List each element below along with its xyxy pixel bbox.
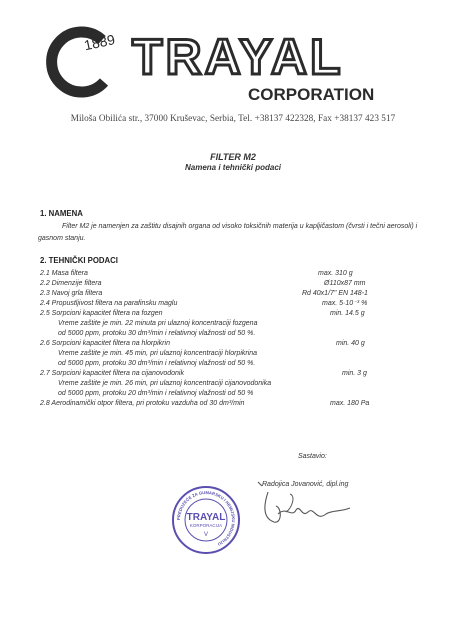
spec-value-2-8: max. 180 Pa: [330, 400, 370, 407]
spec-note-2-7-a: Vreme zaštite je min. 26 min, pri ulaznoj koncentraciji cijanovodonika: [58, 380, 272, 387]
spec-label-2-6: 2.6 Sorpcioni kapacitet filtera na hlorpikrin: [40, 340, 170, 347]
trayal-logo: [44, 18, 424, 104]
spec-label-2-5: 2.5 Sorpcioni kapacitet filtera na fozgen: [40, 310, 163, 317]
section1-heading: 1. NAMENA: [40, 209, 83, 218]
spec-label-2-2: 2.2 Dimenzije filtera: [40, 280, 102, 287]
spec-note-2-6-b: od 5000 ppm, protoku 30 dm³/min i relativnoj vlažnosti od 50 %.: [58, 360, 256, 367]
spec-value-2-5: min. 14.5 g: [330, 310, 365, 317]
spec-value-2-3: Rd 40x1/7" EN 148-1: [302, 290, 368, 297]
logo-name: TRAYAL: [132, 29, 344, 85]
logo-corporation: CORPORATION: [248, 85, 375, 104]
stamp-name: TRAYAL: [186, 512, 226, 523]
spec-label-2-8: 2.8 Aerodinamički otpor filtera, pri protoku vazduha od 30 dm³/min: [40, 400, 245, 407]
spec-label-2-7: 2.7 Sorpcioni kapacitet filtera na cijanovodonik: [40, 370, 184, 377]
section1-text: Filter M2 je namenjen za zaštitu disajnih organa od visoko toksičnih materija u kapljičastom (čvrsti i tečni aerosoli) i gasnom stanju.: [38, 223, 418, 242]
signature-label: Sastavio:: [298, 453, 327, 460]
spec-value-2-1: max. 310 g: [318, 270, 353, 277]
company-address: Miloša Obilića str., 37000 Kruševac, Serbia, Tel. +38137 422328, Fax +38137 423 517: [70, 113, 396, 123]
spec-note-2-6-a: Vreme zaštite je min. 45 min, pri ulaznoj koncentraciji hlorpikrina: [58, 350, 258, 357]
spec-label-2-3: 2.3 Navoj grla filtera: [40, 290, 103, 297]
handwritten-signature: [256, 478, 366, 538]
stamp-sub: KORPORACIJA: [189, 523, 223, 528]
document-subtitle: Namena i tehnički podaci: [184, 163, 282, 172]
spec-note-2-5-b: od 5000 ppm, protoku 30 dm³/min i relativnoj vlažnosti od 50 %.: [58, 330, 256, 337]
section2-heading: 2. TEHNIČKI PODACI: [40, 256, 118, 265]
spec-value-2-6: min. 40 g: [336, 340, 365, 347]
spec-note-2-5-a: Vreme zaštite je min. 22 minuta pri ulaznoj koncentraciji fozgena: [58, 320, 258, 327]
spec-value-2-7: min. 3 g: [342, 370, 367, 377]
spec-value-2-4: max. 5·10⁻³ %: [322, 300, 368, 307]
document-title: FILTER M2: [210, 152, 256, 162]
stamp-mark: V: [203, 532, 209, 538]
logo-year: 1889: [82, 31, 117, 54]
spec-label-2-4: 2.4 Propustljivost filtera na parafinsku maglu: [40, 300, 178, 307]
stamp-ring-text: PREDUZEĆE ZA GUMARSKU I HEMIJSKU INDUSTRIJU: [175, 489, 237, 547]
spec-label-2-1: 2.1 Masa filtera: [40, 270, 88, 277]
company-stamp: [170, 484, 242, 556]
spec-note-2-7-b: od 5000 ppm, protoku 20 dm³/min i relativnoj vlažnosti od 50 %: [58, 390, 254, 397]
spec-value-2-2: Ø110x87 mm: [324, 280, 366, 287]
signatory-name: Radojica Jovanović, dipl.ing: [262, 481, 349, 488]
